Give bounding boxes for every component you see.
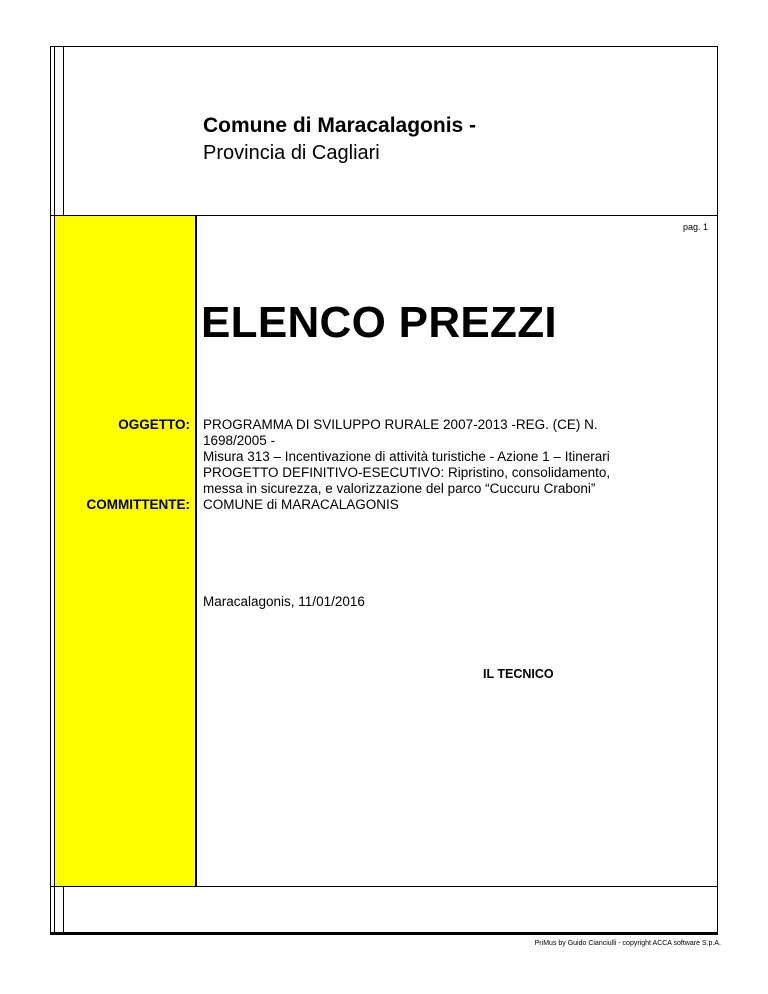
yellow-label-column (55, 216, 196, 886)
frame-bottom-rule (50, 932, 718, 935)
column-divider (196, 215, 197, 887)
document-title: ELENCO PREZZI (201, 298, 557, 347)
footer-credit: PriMus by Guido Cianciulli - copyright ACCA software S.p.A. (534, 940, 721, 947)
oggetto-value (203, 417, 683, 497)
oggetto-label: OGGETTO: (118, 417, 190, 432)
oggetto-line: Misura 313 – Incentivazione di attività turistiche - Azione 1 – Itinerari (203, 449, 610, 464)
signature-label: IL TECNICO (483, 667, 554, 681)
page-number: pag. 1 (682, 222, 708, 232)
footer-divider (50, 886, 718, 887)
organization-name: Comune di Maracalagonis - (203, 114, 477, 137)
place-date: Maracalagonis, 11/01/2016 (203, 594, 365, 609)
committente-value: COMUNE di MARACALAGONIS (203, 497, 399, 512)
organization-province: Provincia di Cagliari (203, 142, 380, 164)
committente-label: COMMITTENTE: (86, 497, 190, 512)
oggetto-line: PROGRAMMA DI SVILUPPO RURALE 2007-2013 -REG. (CE) N. (203, 417, 598, 432)
oggetto-line: messa in sicurezza, e valorizzazione del parco “Cuccuru Craboni” (203, 481, 596, 496)
oggetto-line: 1698/2005 - (203, 433, 276, 448)
oggetto-line: PROGETTO DEFINITIVO-ESECUTIVO: Ripristino, consolidamento, (203, 465, 611, 480)
